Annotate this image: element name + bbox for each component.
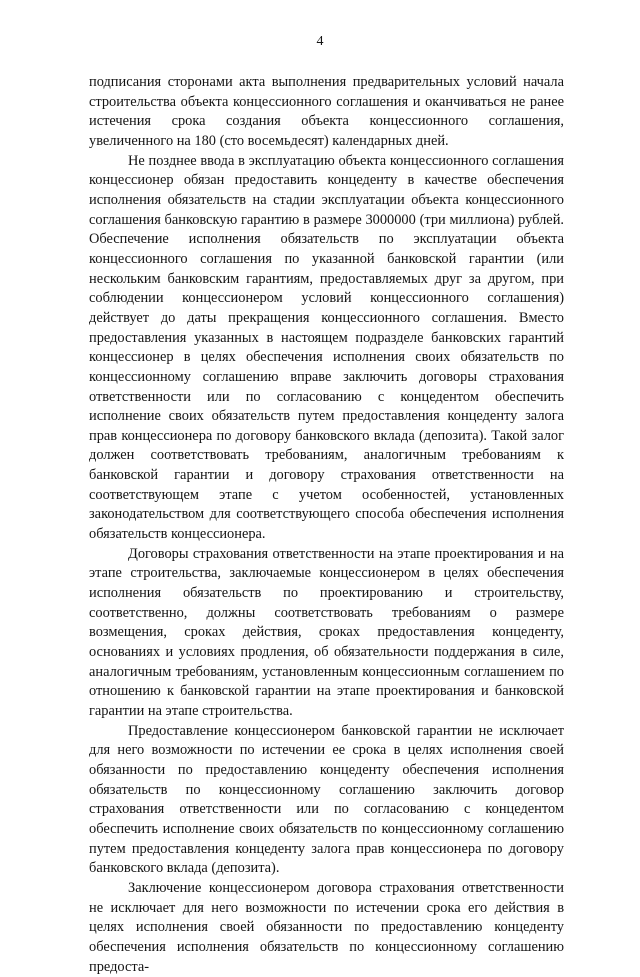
document-body [89,73,564,977]
paragraph: Заключение концессионером договора страхования ответственности не исключает для него возможности по истечении срока его действия в целях исполнения своей обязанности по предоставлению концеденту обеспечения исполнения обязательств по концессионному соглашению предоста- [89,879,564,975]
page-number: 4 [316,34,324,49]
paragraph: Договоры страхования ответственности на этапе проектирования и на этапе строительства, заключаемые концессионером в целях обеспечения исполнения обязательств по проектированию и строительству, соответственно, должны соответствовать требованиям о размере возмещения, сроках действия, сроках предоставления концеденту, основаниях и условиях продления, об обязательности поддержания в силе, аналогичным требованиям, установленным концессионным соглашением по отношению к банковской гарантии на этапе проектирования и банковской гарантии на этапе строительства. [89,545,564,719]
paragraph: подписания сторонами акта выполнения предварительных условий начала строительства объекта концессионного соглашения и оканчиваться не ранее истечения срока создания объекта концессионного соглашения, увеличенного на 180 (сто восемьдесят) календарных дней. [89,74,564,149]
paragraph: Предоставление концессионером банковской гарантии не исключает для него возможности по истечении ее срока в целях исполнения своей обязанности по предоставлению концеденту обеспечения исполнения обязательств по концессионному соглашению заключить договор страхования ответственности или по согласованию с концедентом обеспечить исполнение своих обязательств по концессионному соглашению путем предоставления концеденту залога прав концессионера по договору банковского вклада (депозита). [89,722,564,877]
paragraph: Не позднее ввода в эксплуатацию объекта концессионного соглашения концессионер обязан предоставить концеденту в качестве обеспечения исполнения обязательств на стадии эксплуатации объекта концессионного соглашения банковскую гарантию в размере 3000000 (три миллиона) рублей. Обеспечение исполнения обязательств по эксплуатации объекта концессионного соглашения по указанной банковской гарантии (или нескольким банковским гарантиям, предоставляемых друг за другом, при соблюдении концессионером условий концессионного соглашения) действует до даты прекращения концессионного соглашения. Вместо предоставления указанных в настоящем подразделе банковских гарантий концессионер в целях обеспечения исполнения своих обязательств по концессионному соглашению вправе заключить договоры страхования ответственности или по согласованию с концедентом обеспечить исполнение своих обязательств путем предоставления концеденту залога прав концессионера по договору банковского вклада (депозита). Такой залог должен соответствовать требованиям, аналогичным требованиям к банковской гарантии и договору страхования ответственности на соответствующем этапе с учетом особенностей, установленных законодательством для соответствующего способа обеспечения исполнения обязательств концессионера. [89,152,564,543]
